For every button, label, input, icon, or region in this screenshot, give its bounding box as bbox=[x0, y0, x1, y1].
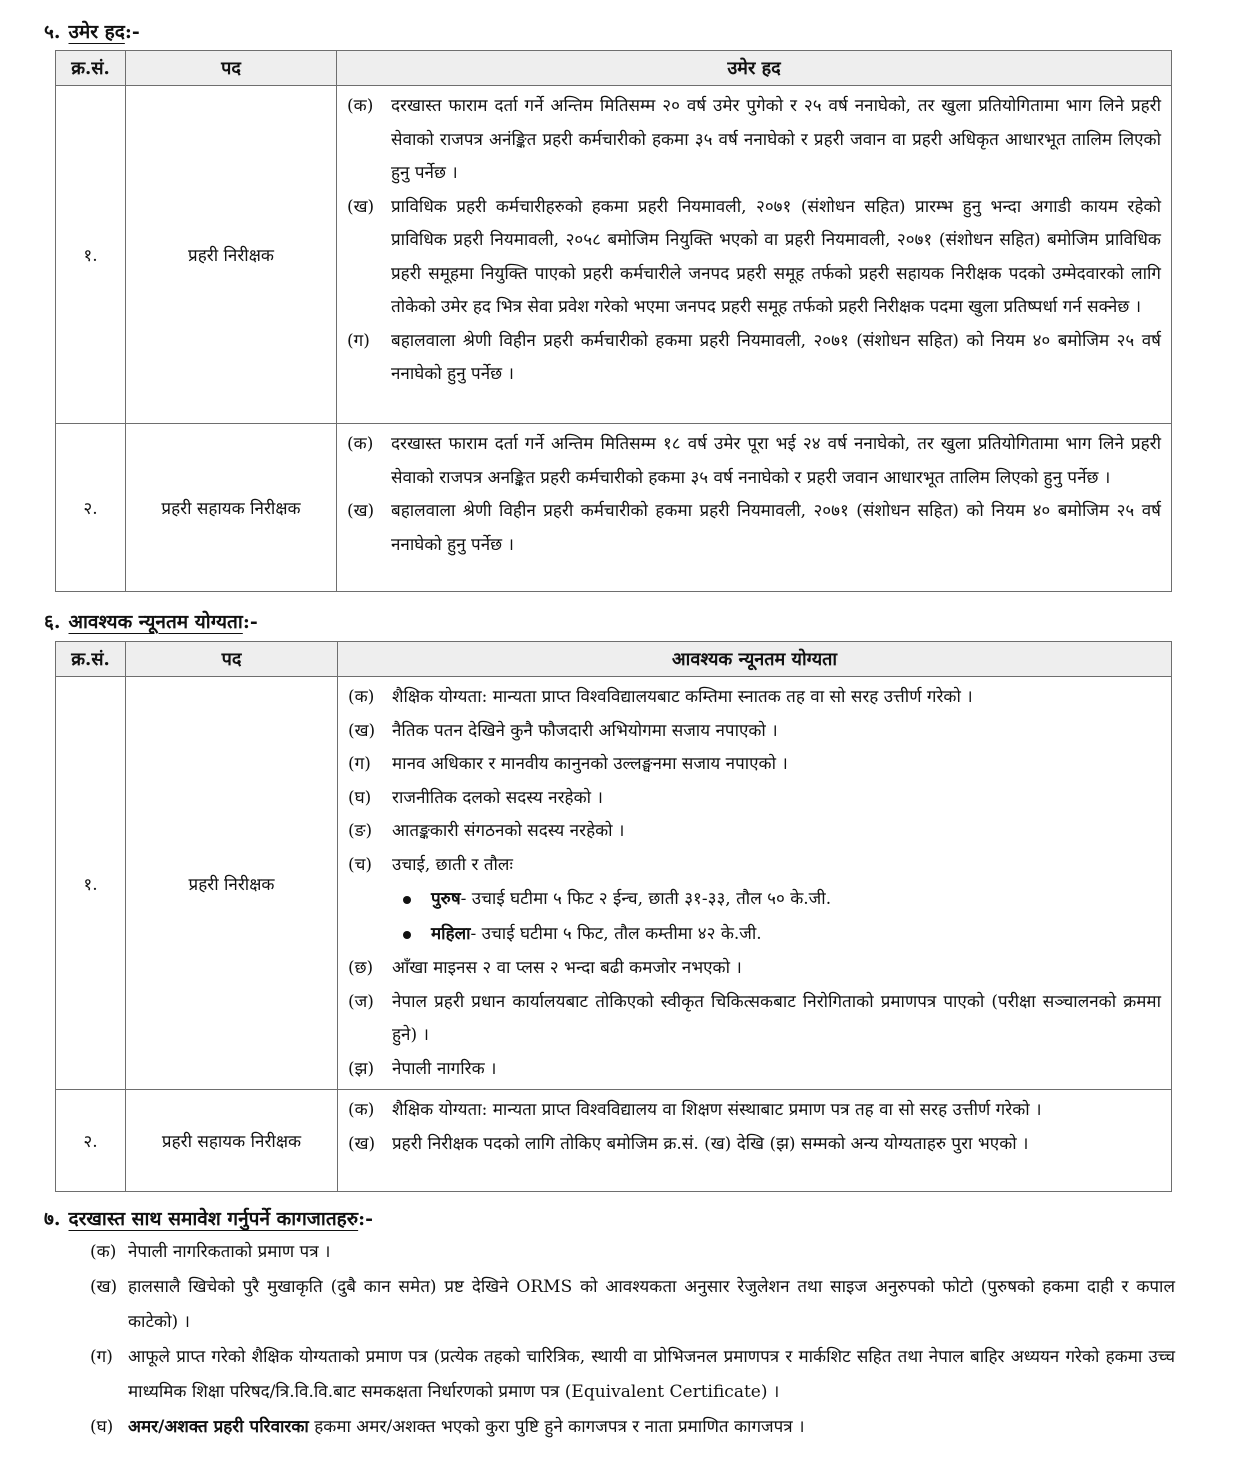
qualification-detail bbox=[338, 677, 1172, 1090]
item-text: नैतिक पतन देखिने कुनै फौजदारी अभियोगमा सजाय नपाएको । bbox=[392, 720, 778, 741]
list-item bbox=[90, 1270, 1175, 1340]
list-item bbox=[347, 428, 1161, 495]
qualification-detail bbox=[338, 1090, 1172, 1192]
list-item bbox=[347, 495, 1161, 562]
post-name: प्रहरी सहायक निरीक्षक bbox=[126, 1090, 338, 1192]
post-name: प्रहरी निरीक्षक bbox=[126, 86, 337, 424]
physical-requirements-list bbox=[348, 882, 1161, 952]
table-row bbox=[56, 86, 1172, 424]
item-marker: (ख) bbox=[90, 1277, 118, 1297]
item-marker: (क) bbox=[90, 1242, 117, 1262]
item-text: नेपाल प्रहरी प्रधान कार्यालयबाट तोकिएको स्वीकृत चिकित्सकबाट निरोगिताको प्रमाणपत्र पाएको (परीक्षा सञ्चालनको क्रममा हुने) । bbox=[392, 991, 1161, 1045]
section-number: ७. bbox=[44, 1208, 61, 1230]
list-item bbox=[348, 715, 1161, 749]
table-header-row bbox=[56, 51, 1172, 86]
list-item bbox=[348, 1094, 1161, 1128]
bullet-item-male bbox=[403, 882, 1161, 917]
item-text: बहालवाला श्रेणी विहीन प्रहरी कर्मचारीको हकमा प्रहरी नियमावली, २०७१ (संशोधन सहित) को नियम ४० बमोजिम २५ वर्ष ननाघेको हुनु पर्नेछ । bbox=[391, 330, 1161, 384]
item-text: दरखास्त फाराम दर्ता गर्ने अन्तिम मितिसम्म १८ वर्ष उमेर पूरा भई २४ वर्ष ननाघेको, तर खुला प्रतियोगितामा भाग लिने प्रहरी सेवाको राजपत्र अनङ्कित प्रहरी कर्मचारीको हकमा ३५ वर्ष ननाघेको र प्रहरी जवान आधारभूत तालिम लिएको हुनु पर्नेछ । bbox=[391, 434, 1161, 488]
bullet-item-female bbox=[403, 917, 1161, 952]
item-text-container bbox=[128, 1410, 1175, 1445]
list-item bbox=[348, 952, 1161, 986]
item-marker: (ङ) bbox=[348, 821, 373, 841]
item-text: आतङ्ककारी संगठनको सदस्य नरहेको । bbox=[392, 821, 625, 841]
section-5-heading bbox=[44, 18, 140, 44]
post-name: प्रहरी सहायक निरीक्षक bbox=[126, 424, 337, 592]
item-marker: (क) bbox=[347, 96, 374, 116]
item-marker: (च) bbox=[348, 854, 373, 875]
section-suffix: :- bbox=[124, 21, 140, 43]
item-marker: (क) bbox=[347, 434, 374, 454]
item-marker: (ज) bbox=[348, 991, 374, 1012]
item-marker: (क) bbox=[348, 687, 375, 707]
section-suffix: :- bbox=[358, 1208, 374, 1230]
item-text: हकमा अमर/अशक्त भएको कुरा पुष्टि हुने कागजपत्र र नाता प्रमाणित कागजपत्र । bbox=[308, 1417, 805, 1437]
table-row bbox=[56, 1090, 1172, 1192]
section-title: दरखास्त साथ समावेश गर्नुपर्ने कागजातहरु bbox=[68, 1208, 359, 1230]
item-marker: (घ) bbox=[90, 1417, 114, 1437]
item-marker: (ख) bbox=[348, 720, 376, 741]
section-title: उमेर हद bbox=[68, 21, 125, 43]
item-text: नेपाली नागरिक । bbox=[392, 1058, 497, 1079]
header-post: पद bbox=[126, 642, 338, 677]
table-row bbox=[56, 424, 1172, 592]
item-marker: (ग) bbox=[347, 330, 370, 351]
header-post: पद bbox=[126, 51, 337, 86]
required-documents-list bbox=[90, 1235, 1175, 1445]
list-item bbox=[90, 1235, 1175, 1270]
list-item bbox=[90, 1340, 1175, 1410]
serial-number: २. bbox=[56, 424, 126, 592]
list-item bbox=[348, 1053, 1161, 1087]
list-item bbox=[348, 681, 1161, 715]
header-detail: आवश्यक न्यूनतम योग्यता bbox=[338, 642, 1172, 677]
list-item bbox=[348, 782, 1161, 816]
bullet-label: महिला bbox=[431, 924, 471, 944]
age-detail bbox=[337, 424, 1172, 592]
table-header-row bbox=[56, 642, 1172, 677]
list-item bbox=[348, 986, 1161, 1053]
item-marker: (ग) bbox=[90, 1347, 113, 1367]
qualification-table bbox=[55, 641, 1172, 1192]
bullet-text: - उचाई घटीमा ५ फिट २ ईन्च, छाती ३१-३३, तौल ५० के.जी. bbox=[460, 889, 832, 909]
list-item bbox=[347, 90, 1161, 191]
item-text: मानव अधिकार र मानवीय कानुनको उल्लङ्घनमा सजाय नपाएको । bbox=[392, 754, 788, 774]
item-text: आफूले प्राप्त गरेको शैक्षिक योग्यताको प्रमाण पत्र (प्रत्येक तहको चारित्रिक, स्थायी वा प्रोभिजनल प्रमाणपत्र र मार्कशिट सहित तथा नेपाल बाहिर अध्ययन गरेको हकमा उच्च माध्यमिक शिक्षा परिषद/त्रि.वि.वि.बाट समकक्षता निर्धारणको प्रमाण पत्र (Equivalent Certificate) । bbox=[128, 1347, 1175, 1402]
item-text: बहालवाला श्रेणी विहीन प्रहरी कर्मचारीको हकमा प्रहरी नियमावली, २०७१ (संशोधन सहित) को नियम ४० बमोजिम २५ वर्ष ननाघेको हुनु पर्नेछ । bbox=[391, 501, 1161, 555]
serial-number: १. bbox=[56, 677, 126, 1090]
list-item bbox=[347, 325, 1161, 392]
item-marker: (झ) bbox=[348, 1058, 375, 1079]
list-item bbox=[348, 849, 1161, 883]
item-text: प्रहरी निरीक्षक पदको लागि तोकिए बमोजिम क्र.सं. (ख) देखि (झ) सम्मको अन्य योग्यताहरु पुरा भएको । bbox=[392, 1133, 1029, 1154]
header-sn: क्र.सं. bbox=[56, 642, 126, 677]
header-sn: क्र.सं. bbox=[56, 51, 126, 86]
item-text: प्राविधिक प्रहरी कर्मचारीहरुको हकमा प्रहरी नियमावली, २०७१ (संशोधन सहित) प्रारम्भ हुनु भन्दा अगाडी कायम रहेको प्राविधिक प्रहरी नियमावली, २०५८ बमोजिम नियुक्ति भएको वा प्रहरी नियमावली, २०७१ (संशोधन सहित) बमोजिम प्राविधिक प्रहरी समूहमा नियुक्ति पाएको प्रहरी कर्मचारीले जनपद प्रहरी समूह तर्फको प्रहरी सहायक निरीक्षक पदको उम्मेदवारको लागि तोकेको उमेर हद भित्र सेवा प्रवेश गरेको भएमा जनपद प्रहरी समूह तर्फको प्रहरी निरीक्षक पदमा खुला प्रतिष्पर्धा गर्न सक्नेछ । bbox=[391, 196, 1161, 317]
item-text: हालसालै खिचेको पुरै मुखाकृति (दुबै कान समेत) प्रष्ट देखिने ORMS को आवश्यकता अनुसार रेजुलेशन तथा साइज अनुरुपको फोटो (पुरुषको हकमा दाही र कपाल काटेको) । bbox=[128, 1277, 1175, 1332]
list-item bbox=[348, 815, 1161, 849]
item-marker: (ग) bbox=[348, 754, 371, 774]
item-marker: (ख) bbox=[347, 501, 375, 521]
table-row bbox=[56, 677, 1172, 1090]
item-text: शैक्षिक योग्यता: मान्यता प्राप्त विश्वविद्यालयबाट कम्तिमा स्नातक तह वा सो सरह उत्तीर्ण गरेको । bbox=[392, 687, 973, 707]
age-limit-table bbox=[55, 50, 1172, 592]
item-text: आँखा माइनस २ वा प्लस २ भन्दा बढी कमजोर नभएको । bbox=[392, 958, 742, 978]
header-detail: उमेर हद bbox=[337, 51, 1172, 86]
bullet-label: पुरुष bbox=[431, 889, 461, 909]
item-text: शैक्षिक योग्यता: मान्यता प्राप्त विश्वविद्यालय वा शिक्षण संस्थाबाट प्रमाण पत्र तह वा सो सरह उत्तीर्ण गरेको । bbox=[392, 1100, 1042, 1120]
section-suffix: :- bbox=[242, 611, 258, 633]
list-item bbox=[348, 1128, 1161, 1162]
serial-number: २. bbox=[56, 1090, 126, 1192]
item-marker: (ख) bbox=[347, 196, 375, 217]
post-name: प्रहरी निरीक्षक bbox=[126, 677, 338, 1090]
section-6-heading bbox=[44, 608, 258, 634]
item-marker: (घ) bbox=[348, 787, 372, 808]
item-marker: (क) bbox=[348, 1100, 375, 1120]
item-bold-text: अमर/अशक्त प्रहरी परिवारका bbox=[128, 1417, 309, 1437]
item-text: नेपाली नागरिकताको प्रमाण पत्र । bbox=[128, 1242, 331, 1262]
bullet-text: - उचाई घटीमा ५ फिट, तौल कम्तीमा ४२ के.जी. bbox=[470, 924, 762, 944]
section-title: आवश्यक न्यूनतम योग्यता bbox=[68, 611, 243, 633]
item-text: दरखास्त फाराम दर्ता गर्ने अन्तिम मितिसम्म २० वर्ष उमेर पुगेको र २५ वर्ष ननाघेको, तर खुला प्रतियोगितामा भाग लिने प्रहरी सेवाको राजपत्र अनंङ्कित प्रहरी कर्मचारीको हकमा ३५ वर्ष ननाघेको र प्रहरी जवान वा प्रहरी अधिकृत आधारभूत तालिम लिएको हुनु पर्नेछ । bbox=[391, 96, 1161, 183]
age-detail bbox=[337, 86, 1172, 424]
item-marker: (छ) bbox=[348, 958, 374, 978]
section-7-heading bbox=[44, 1205, 373, 1231]
serial-number: १. bbox=[56, 86, 126, 424]
list-item bbox=[90, 1410, 1175, 1445]
section-number: ५. bbox=[44, 21, 61, 43]
item-text: उचाई, छाती र तौलः bbox=[392, 854, 513, 875]
section-number: ६. bbox=[44, 611, 61, 633]
item-text: राजनीतिक दलको सदस्य नरहेको । bbox=[392, 787, 603, 808]
item-marker: (ख) bbox=[348, 1133, 376, 1154]
list-item bbox=[348, 748, 1161, 782]
list-item bbox=[347, 191, 1161, 325]
